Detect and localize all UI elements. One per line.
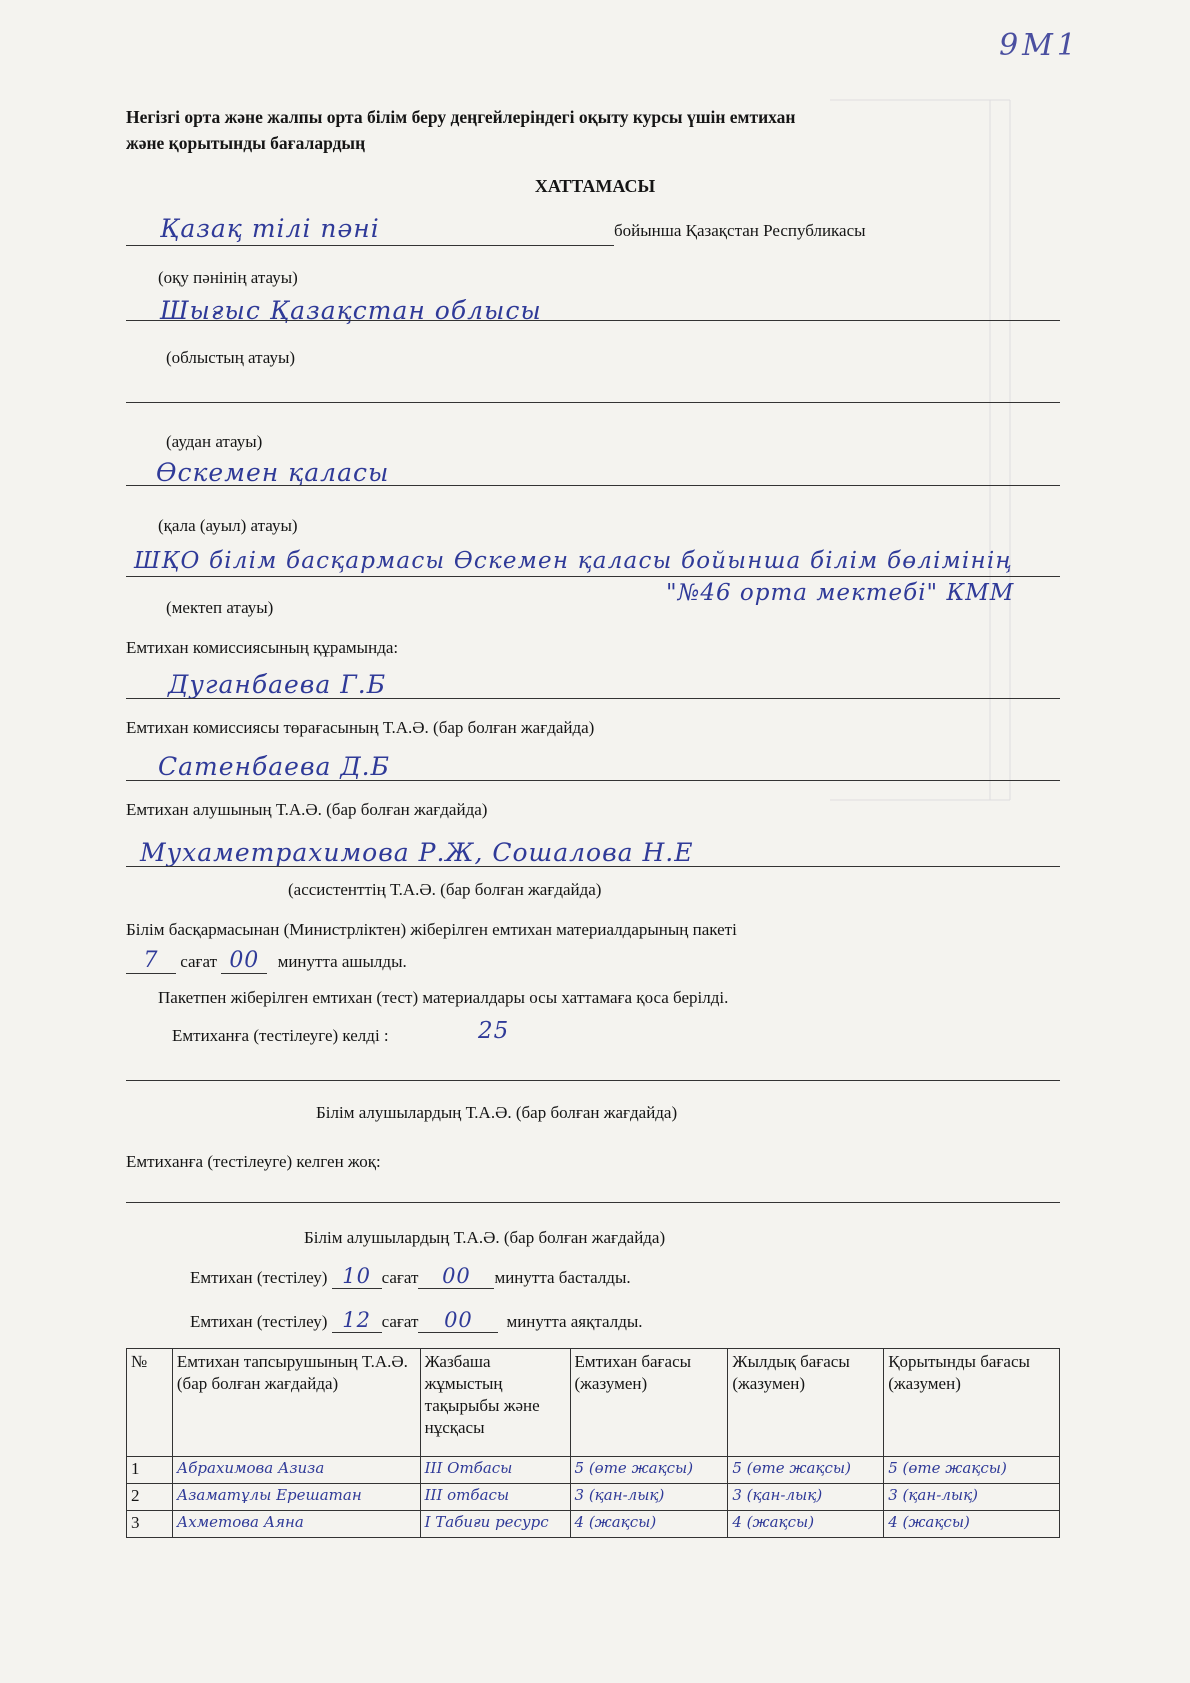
package-hour-word: сағат [180, 952, 218, 971]
city-label: (қала (ауыл) атауы) [158, 516, 298, 535]
absent-underline [126, 1202, 1060, 1203]
final-grade: 3 (қан-лық) [884, 1484, 1060, 1511]
school-value-line-2: "№46 орта мектебі" КММ [666, 580, 1015, 606]
subject-underline [126, 245, 614, 246]
final-grade: 4 (жақсы) [884, 1511, 1060, 1538]
exam-grade: 4 (жақсы) [570, 1511, 728, 1538]
end-time [190, 1308, 643, 1333]
start-time [190, 1264, 631, 1289]
start-minutes: 00 [418, 1264, 494, 1289]
end-hour: 12 [332, 1308, 382, 1333]
document-header [126, 104, 1046, 156]
arrived-underline [126, 1080, 1060, 1081]
col-exam-grade: Емтихан бағасы (жазумен) [570, 1349, 728, 1457]
examiner-label: Емтихан алушының Т.А.Ә. (бар болған жағдайда) [126, 800, 488, 819]
exam-grade: 5 (өте жақсы) [570, 1457, 728, 1484]
subject-suffix: бойынша Қазақстан Республикасы [614, 221, 866, 240]
table-row [127, 1484, 1060, 1511]
end-hour-word: сағат [381, 1312, 419, 1331]
arrived-value: 25 [478, 1018, 510, 1044]
attached-text: Пакетпен жіберілген емтихан (тест) материалдары осы хаттамаға қоса берілді. [158, 988, 729, 1007]
package-text: Білім басқармасынан (Министрліктен) жіберілген емтихан материалдарының пакеті [126, 920, 737, 939]
assistant-label: (ассистенттің Т.А.Ә. (бар болған жағдайда) [288, 880, 602, 899]
chairman-label: Емтихан комиссиясы төрағасының Т.А.Ә. (бар болған жағдайда) [126, 718, 595, 737]
subject-value: Қазақ тілі пәні [160, 214, 380, 243]
annual-grade: 3 (қан-лық) [728, 1484, 884, 1511]
row-number: 2 [127, 1484, 173, 1511]
student-name: Абрахимова Азиза [172, 1457, 420, 1484]
table-row [127, 1457, 1060, 1484]
topic: III Отбасы [420, 1457, 570, 1484]
annual-grade: 5 (өте жақсы) [728, 1457, 884, 1484]
school-underline [126, 576, 1060, 577]
col-annual-grade: Жылдық бағасы (жазумен) [728, 1349, 884, 1457]
start-hour-word: сағат [381, 1268, 419, 1287]
package-minutes-word: минутта ашылды. [277, 952, 407, 971]
col-final-grade: Қорытынды бағасы (жазумен) [884, 1349, 1060, 1457]
arrived-label: Емтиханға (тестілеуге) келді : [172, 1026, 389, 1045]
absent-label: Емтиханға (тестілеуге) келген жоқ: [126, 1152, 381, 1171]
school-value-line-1: ШҚО білім басқармасы Өскемен қаласы бойынша білім бөлімінің [134, 548, 1013, 574]
row-number: 3 [127, 1511, 173, 1538]
commission-value: Дуганбаева Г.Б [168, 670, 387, 699]
topic: I Табиғи ресурс [420, 1511, 570, 1538]
document-title: ХАТТАМАСЫ [534, 176, 656, 196]
row-number: 1 [127, 1457, 173, 1484]
start-prefix: Емтихан (тестілеу) [190, 1268, 328, 1287]
city-underline [126, 485, 1060, 486]
exam-grade: 3 (қан-лық) [570, 1484, 728, 1511]
table-header-row [127, 1349, 1060, 1457]
header-line-2: және қорытынды бағалардың [126, 133, 366, 153]
header-line-1: Негізгі орта және жалпы орта білім беру деңгейлеріндегі оқыту курсы үшін емтихан [126, 107, 796, 127]
chairman-underline [126, 780, 1060, 781]
topic: III отбасы [420, 1484, 570, 1511]
district-underline [126, 402, 1060, 403]
corner-mark: 9М1 [999, 28, 1080, 63]
district-label: (аудан атауы) [166, 432, 263, 451]
start-hour: 10 [332, 1264, 382, 1289]
examiner-value: Мухаметрахимова Р.Ж, Сошалова Н.Е [140, 838, 694, 867]
annual-grade: 4 (жақсы) [728, 1511, 884, 1538]
grades-table [126, 1348, 1060, 1538]
region-label: (облыстың атауы) [166, 348, 296, 367]
final-grade: 5 (өте жақсы) [884, 1457, 1060, 1484]
student-name: Ахметова Аяна [172, 1511, 420, 1538]
table-row [127, 1511, 1060, 1538]
city-value: Өскемен қаласы [156, 458, 390, 487]
col-topic: Жазбаша жұмыстың тақырыбы және нұсқасы [420, 1349, 570, 1457]
package-hour: 7 [126, 948, 176, 974]
package-minutes: 00 [221, 948, 267, 974]
commission-label: Емтихан комиссиясының құрамында: [126, 638, 399, 657]
student-name: Азаматұлы Ерешатан [172, 1484, 420, 1511]
col-student-name: Емтихан тапсырушының Т.А.Ә. (бар болған жағдайда) [172, 1349, 420, 1457]
subject-label: (оқу пәнінің атауы) [158, 268, 298, 287]
students-label-1: Білім алушылардың Т.А.Ә. (бар болған жағдайда) [316, 1103, 678, 1122]
package-time [126, 948, 407, 974]
end-minutes: 00 [418, 1308, 498, 1333]
school-label: (мектеп атауы) [166, 598, 274, 617]
start-suffix: минутта басталды. [494, 1268, 631, 1287]
students-label-2: Білім алушылардың Т.А.Ә. (бар болған жағдайда) [304, 1228, 666, 1247]
end-prefix: Емтихан (тестілеу) [190, 1312, 328, 1331]
examiner-underline [126, 866, 1060, 867]
region-value: Шығыс Қазақстан облысы [160, 296, 542, 325]
region-underline [126, 320, 1060, 321]
commission-underline [126, 698, 1060, 699]
chairman-value: Сатенбаева Д.Б [158, 752, 391, 781]
end-suffix: минутта аяқталды. [506, 1312, 643, 1331]
col-number: № [127, 1349, 173, 1457]
